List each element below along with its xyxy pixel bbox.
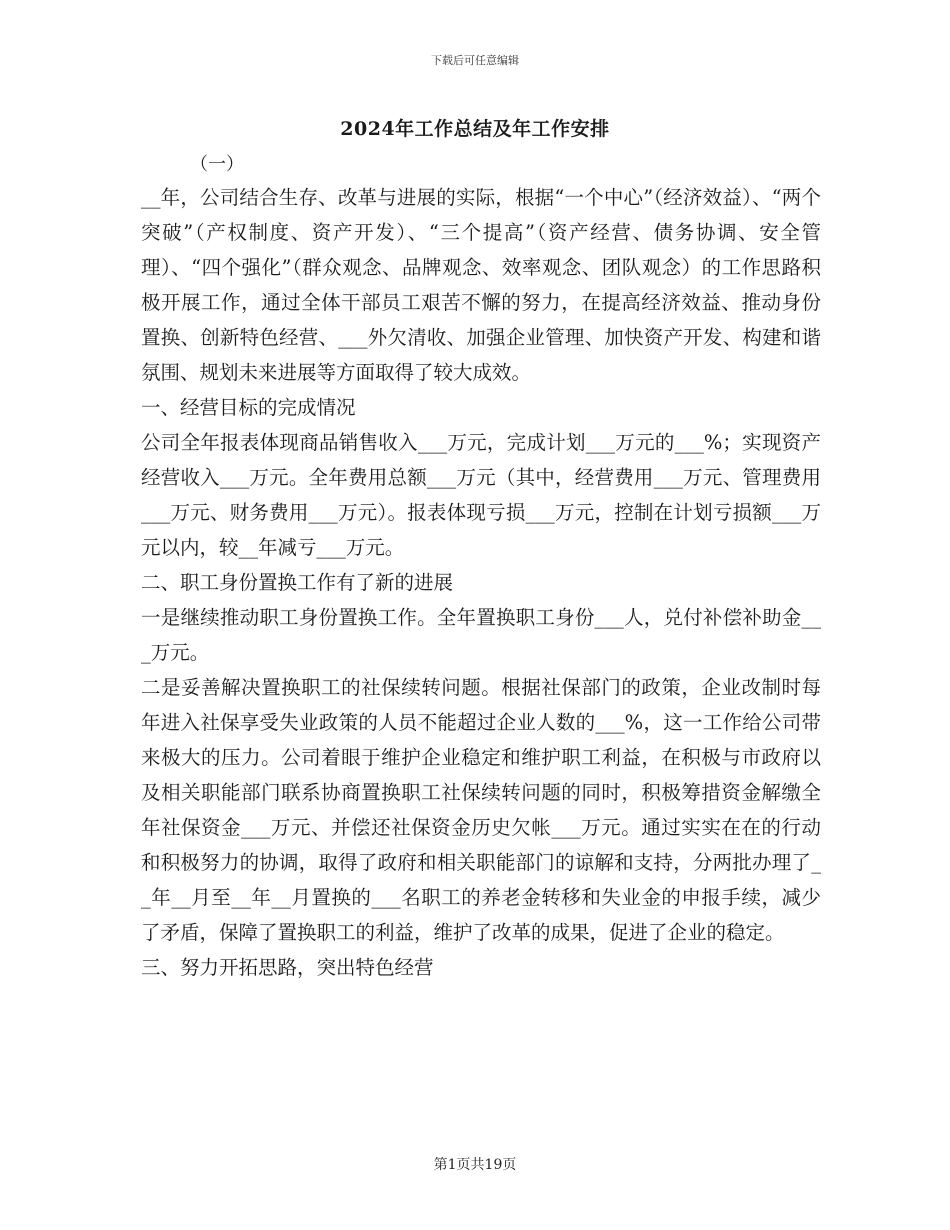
intro-paragraph: __年，公司结合生存、改革与进展的实际，根据“一个中心”（经济效益）、“两个突破”（产权制度、资产开发）、“三个提高”（资产经营、债务协调、安全管理）、“四个强化”（群众观念、品牌观念、效率观念、团队观念）的工作思路积极开展工作，通过全体干部员工艰苦不懈的努力，在提高经济效益、推动身份置换、创新特色经营、___外欠清收、加强企业管理、加快资产开发、构建和谐氛围、规划未来进展等方面取得了较大成效。 xyxy=(141,186,821,384)
body-paragraph: 二是妥善解决置换职工的社保续转问题。根据社保部门的政策，企业改制时每年进入社保享受失业政策的人员不能超过企业人数的___%，这一工作给公司带来极大的压力。公司着眼于维护企业稳定和维护职工利益，在积极与市政府以及相关职能部门联系协商置换职工社保续转问题的同时，积极筹措资金解缴全年社保资金___万元、并偿还社保资金历史欠帐___万元。通过实实在在的行动和积极努力的协调，取得了政府和相关职能部门的谅解和支持，分两批办理了__年__月至__年__月置换的___名职工的养老金转移和失业金的申报手续，减少了矛盾，保障了置换职工的利益，维护了改革的成果，促进了企业的稳定。 xyxy=(141,676,821,944)
body-paragraph: 公司全年报表体现商品销售收入___万元，完成计划___万元的___%；实现资产经营收入___万元。全年费用总额___万元（其中，经营费用___万元、管理费用___万元、财务费用___万元）。报表体现亏损___万元，控制在计划亏损额___万元以内，较__年减亏___万元。 xyxy=(141,431,821,559)
body-paragraph: 一是继续推动职工身份置换工作。全年置换职工身份___人，兑付补偿补助金___万元。 xyxy=(141,606,821,664)
section-heading-1: 一、经营目标的完成情况 xyxy=(141,396,356,419)
document-title: 2024年工作总结及年工作安排 xyxy=(340,118,610,140)
page-header-note: 下载后可任意编辑 xyxy=(431,54,519,67)
page-number: 第1页共19页 xyxy=(433,1157,517,1173)
document-body xyxy=(141,180,821,985)
section-heading-3: 三、努力开拓思路，突出特色经营 xyxy=(141,956,434,979)
section-number: （一） xyxy=(190,154,244,175)
section-heading-2: 二、职工身份置换工作有了新的进展 xyxy=(141,571,454,594)
